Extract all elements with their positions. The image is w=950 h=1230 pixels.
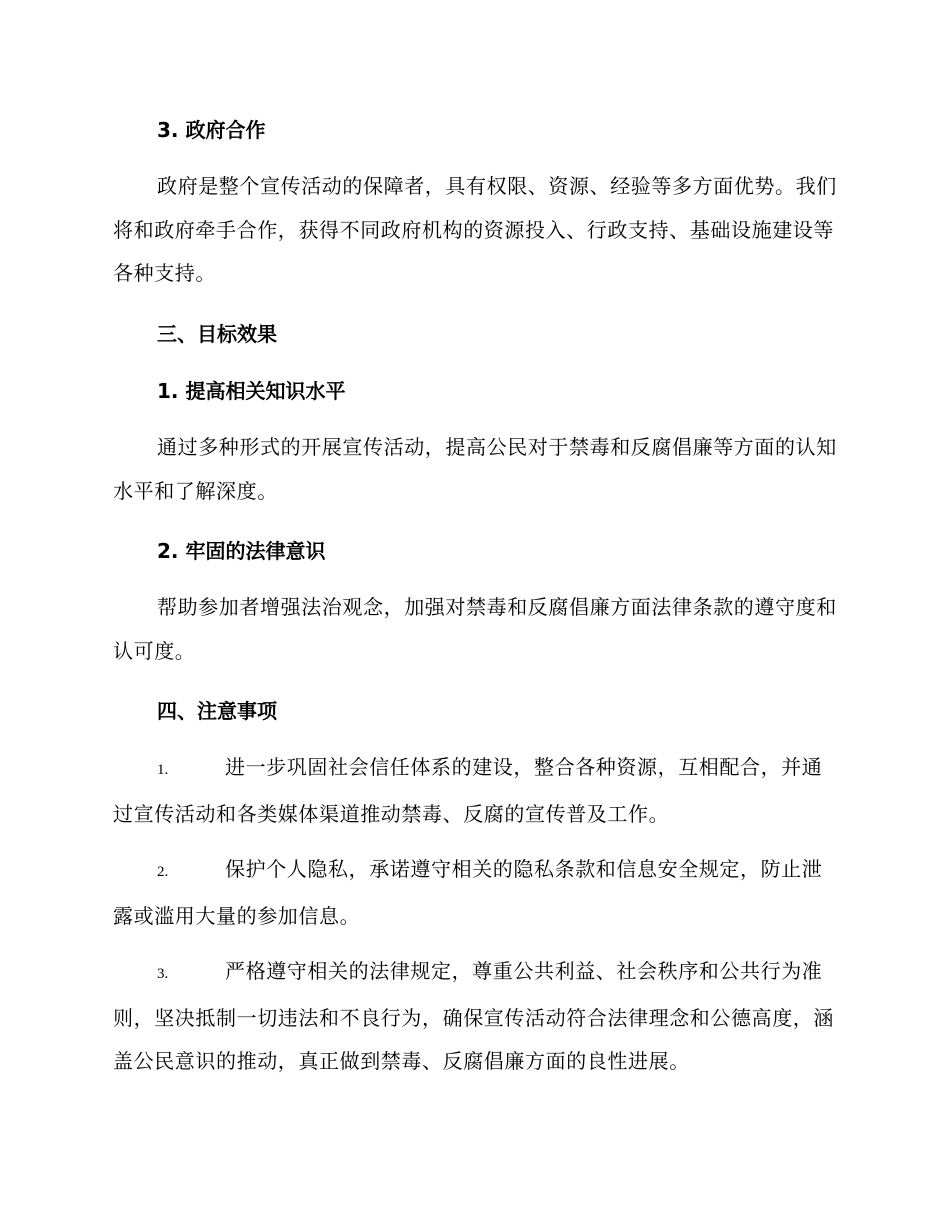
list-item-note-3: [113, 950, 838, 1084]
list-item-text: 进一步巩固社会信任体系的建设，整合各种资源，互相配合，并通过宣传活动和各类媒体渠道推动禁毒、反腐的宣传普及工作。: [113, 755, 823, 826]
paragraph-legal-awareness: 帮助参加者增强法治观念，加强对禁毒和反腐倡廉方面法律条款的遵守度和认可度。: [113, 595, 837, 663]
list-item-note-2: [113, 848, 838, 938]
list-item-text: 严格遵守相关的法律规定，尊重公共利益、社会秩序和公共行为准则，坚决抵制一切违法和不良行为，确保宣传活动符合法律理念和公德高度，涵盖公民意识的推动，真正做到禁毒、反腐倡廉方面的良性进展。: [113, 959, 834, 1073]
paragraph-government-cooperation: 政府是整个宣传活动的保障者，具有权限、资源、经验等多方面优势。我们将和政府牵手合作，获得不同政府机构的资源投入、行政支持、基础设施建设等各种支持。: [113, 174, 837, 285]
subheading-legal-awareness: 2. 牢固的法律意识: [157, 539, 326, 563]
section-heading-goals: 三、目标效果: [157, 322, 277, 346]
list-number: 3.: [157, 966, 169, 982]
list-item-text: 保护个人隐私，承诺遵守相关的隐私条款和信息安全规定，防止泄露或滥用大量的参加信息。: [113, 857, 823, 928]
list-number: 1.: [157, 762, 169, 778]
section-heading-government-cooperation: 3. 政府合作: [157, 118, 266, 142]
list-item-note-1: [113, 746, 838, 836]
list-number: 2.: [157, 864, 169, 880]
section-heading-notes: 四、注意事项: [157, 699, 277, 723]
subheading-knowledge-level: 1. 提高相关知识水平: [157, 379, 346, 403]
paragraph-knowledge-level: 通过多种形式的开展宣传活动，提高公民对于禁毒和反腐倡廉等方面的认知水平和了解深度。: [113, 435, 837, 503]
